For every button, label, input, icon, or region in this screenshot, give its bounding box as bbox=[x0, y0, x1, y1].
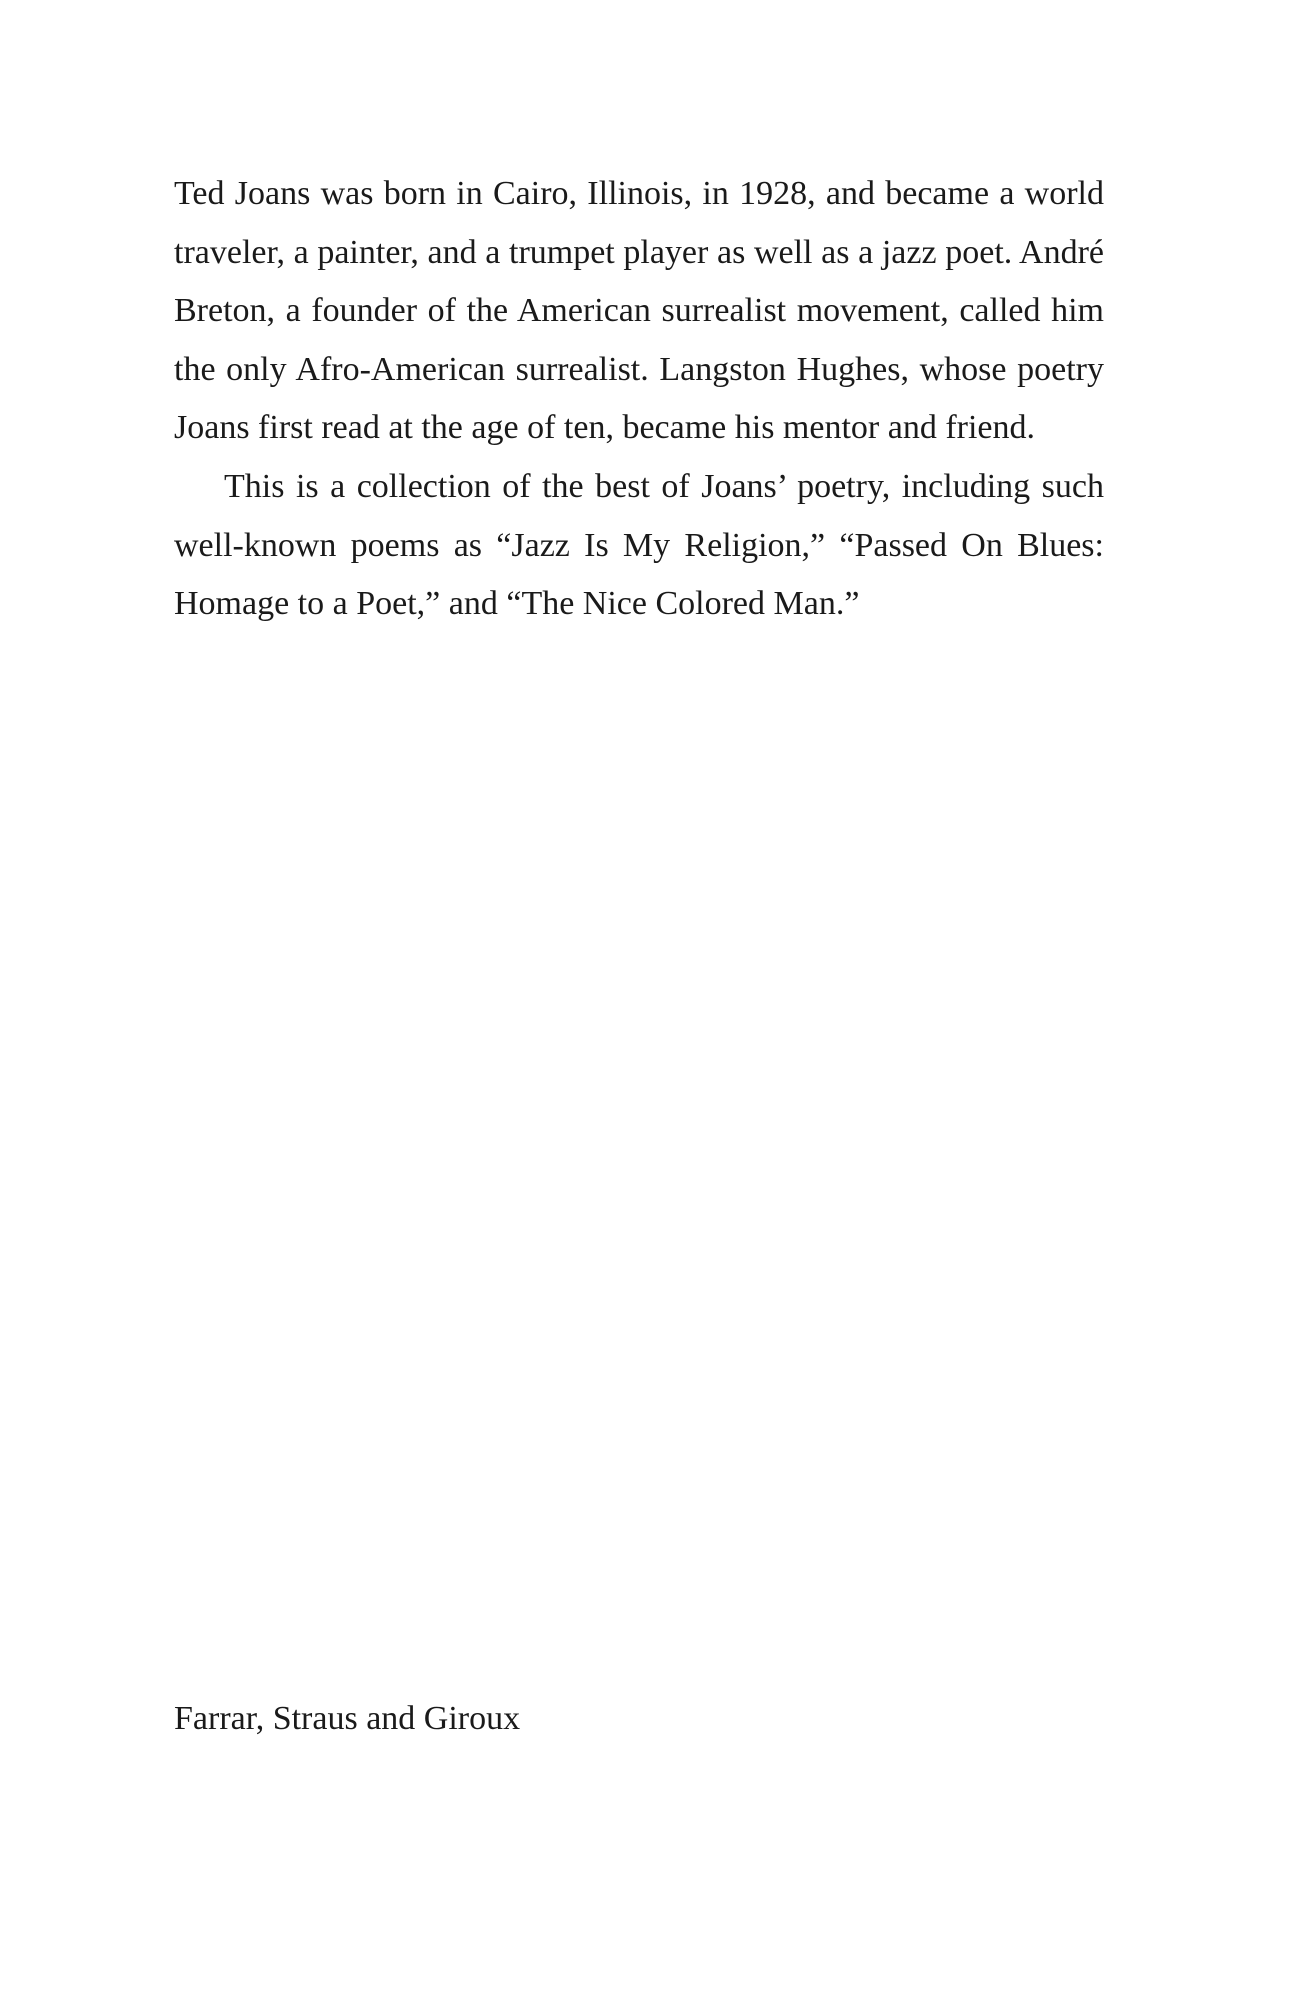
blurb-paragraph-bio: Ted Joans was born in Cairo, Illinois, in 1928, and became a world traveler, a painter, and a trumpet player as well as a jazz poet. André Breton, a founder of the American surrealist movement, called him the only Afro-American surrealist. Langston Hughes, whose poetry Joans first read at the age of ten, became his mentor and friend. bbox=[174, 175, 1104, 447]
blurb-paragraph-collection: This is a collection of the best of Joans’ poetry, including such well-known poems as “Jazz Is My Religion,” “Passed On Blues: Homage to a Poet,” and “The Nice Colored Man.” bbox=[174, 467, 1104, 623]
publisher-imprint: Farrar, Straus and Giroux bbox=[174, 1700, 521, 1737]
jacket-blurb bbox=[174, 165, 1104, 634]
